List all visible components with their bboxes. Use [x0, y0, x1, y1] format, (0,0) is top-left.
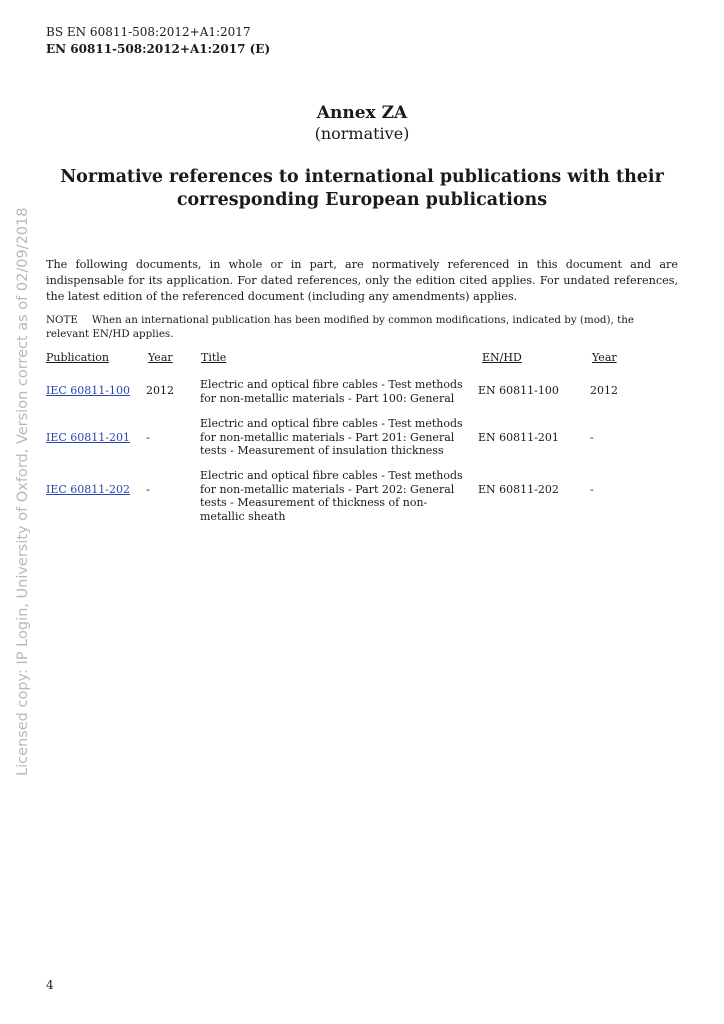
en-hd-reference: EN 60811-201: [478, 431, 559, 444]
column-header-year: Year: [148, 351, 173, 364]
publication-title: Electric and optical fibre cables - Test methods for non-metallic materials - Part 202: General tests - Measurement of thickness of non-metallic sheath: [200, 469, 463, 523]
en-hd-reference: EN 60811-202: [478, 483, 559, 496]
en-hd-reference: EN 60811-100: [478, 384, 559, 397]
column-header-publication: Publication: [46, 351, 109, 364]
publication-title: Electric and optical fibre cables - Test methods for non-metallic materials - Part 201: General tests - Measurement of insulation thickness: [200, 417, 463, 457]
column-header-title: Title: [201, 351, 227, 364]
document-code: BS EN 60811-508:2012+A1:2017: [46, 25, 251, 39]
note: [46, 313, 678, 341]
note-label: NOTE: [46, 314, 78, 326]
page-number: 4: [46, 978, 54, 992]
intro-paragraph: The following documents, in whole or in part, are normatively referenced in this document and are indispensable for its application. For dated references, only the edition cited applies. For undated references, the latest edition of the referenced document (including any amendments) applies.: [46, 258, 678, 303]
publication-year: -: [146, 431, 150, 444]
annex-subtitle: (normative): [314, 124, 410, 143]
publication-title: Electric and optical fibre cables - Test methods for non-metallic materials - Part 100: General: [200, 378, 463, 405]
note-text: When an international publication has been modified by common modifications, indicated by (mod), the relevant EN/HD applies.: [46, 314, 634, 340]
annex-title: Annex ZA: [316, 103, 408, 123]
publication-link-iec-60811-100[interactable]: IEC 60811-100: [46, 384, 130, 397]
publication-link-iec-60811-201[interactable]: IEC 60811-201: [46, 431, 130, 444]
document-code-edition: EN 60811-508:2012+A1:2017 (E): [46, 42, 271, 56]
column-header-en-hd: EN/HD: [482, 351, 522, 364]
en-hd-year: -: [590, 483, 594, 496]
en-hd-year: 2012: [590, 384, 618, 397]
license-watermark: Licensed copy: IP Login, University of Oxford, Version correct as of 02/09/2018: [15, 207, 31, 776]
publication-year: 2012: [146, 384, 174, 397]
publication-link-iec-60811-202[interactable]: IEC 60811-202: [46, 483, 130, 496]
column-header-year-2: Year: [592, 351, 617, 364]
publication-year: -: [146, 483, 150, 496]
section-title: Normative references to international publications with their corresponding European publications: [60, 167, 664, 210]
en-hd-year: -: [590, 431, 594, 444]
